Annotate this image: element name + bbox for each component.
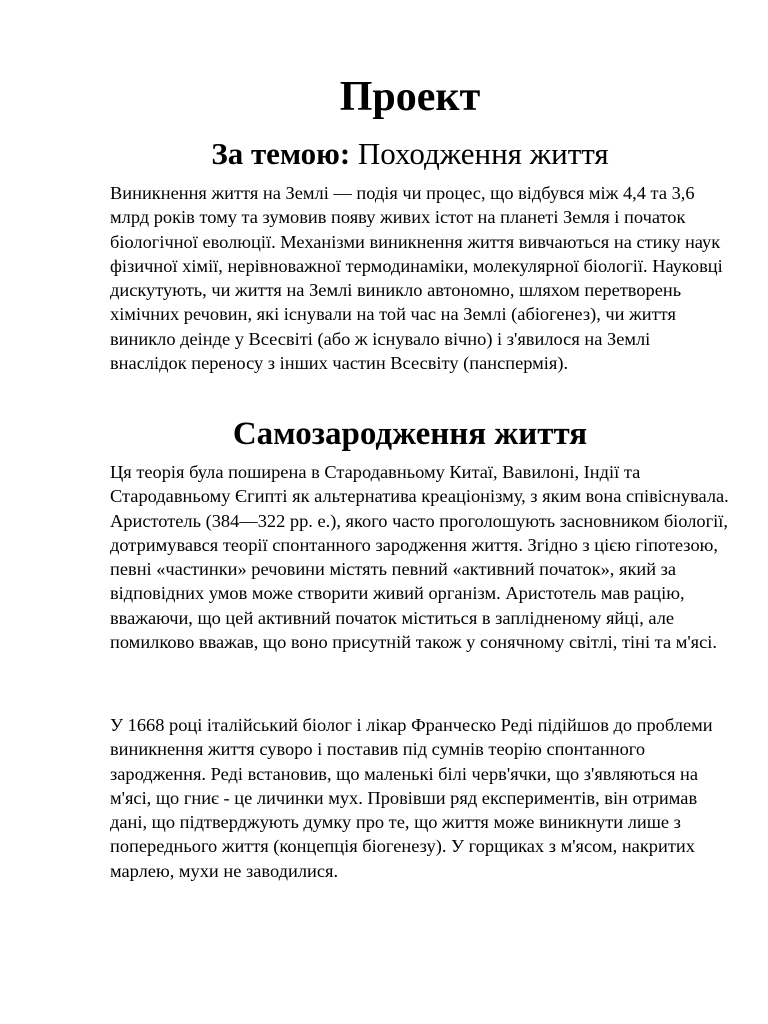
section-heading: Самозародження життя xyxy=(232,416,588,452)
subtitle-label: За темою: xyxy=(211,136,351,171)
subtitle-topic: Походження життя xyxy=(357,136,609,171)
intro-paragraph: Виникнення життя на Землі — подія чи процес, що відбувся між 4,4 та 3,6 млрд років тому та зумовив появу живих істот на планеті Земля і початок біологічної еволюції. Механізми виникнення життя вивчаються на стику наук фізичної хімії, нерівноважної термодинаміки, молекулярної біології. Науковці дискутують, чи життя на Землі виникло автономно, шляхом перетворень хімічних речовин, які існували на той час на Землі (абіогенез), чи життя виникло деінде у Всесвіті (або ж існувало вічно) і з'явилося на Землі внаслідок переносу з інших частин Всесвіту (панспермія). xyxy=(110,183,723,374)
section-paragraph-2: У 1668 році італійський біолог і лікар Франческо Реді підійшов до проблеми виникнення життя суворо і поставив під сумнів теорію спонтанного зародження. Реді встановив, що маленькі білі черв'ячки, що з'являються на м'ясі, що гниє - це личинки мух. Провівши ряд експериментів, він отримав дані, що підтверджують думку про те, що життя може виникнути лише з попереднього життя (концепція біогенезу). У горщиках з м'ясом, накритих марлею, мухи не заводилися. xyxy=(110,715,713,881)
document-subtitle xyxy=(110,134,710,174)
section-paragraph-1: Ця теорія була поширена в Стародавньому Китаї, Вавилоні, Індії та Стародавньому Єгипті як альтернатива креаціонізму, з яким вона співіснувала. Аристотель (384—322 рр. е.), якого часто проголошують засновником біології, дотримувався теорії спонтанного зародження життя. Згідно з цією гіпотезою, певні «частинки» речовини містять певний «активний початок», який за відповідних умов може створити живий організм. Аристотель мав рацію, вважаючи, що цей активний початок міститься в заплідненому яйці, але помилково вважав, що воно присутній також у сонячному світлі, тіні та м'ясі. xyxy=(110,462,729,653)
document-title: Проект xyxy=(339,74,481,120)
